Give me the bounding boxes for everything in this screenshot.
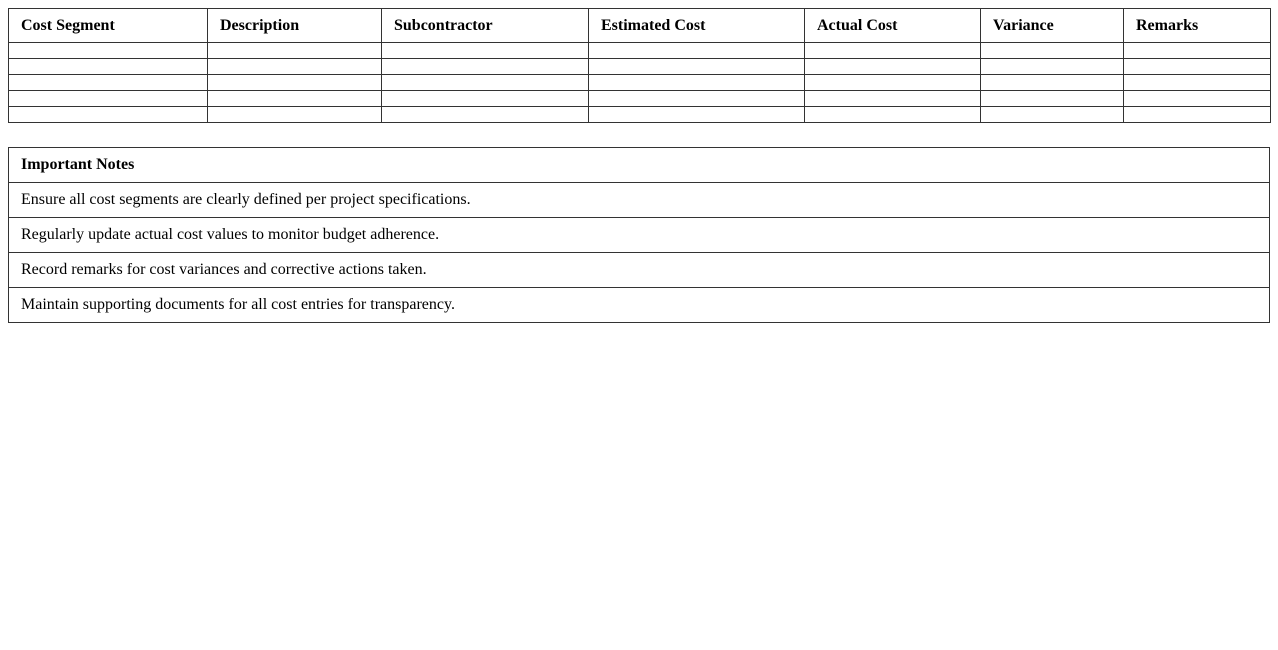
cell-description[interactable] <box>208 75 382 91</box>
cell-remarks[interactable] <box>1124 75 1271 91</box>
table-row <box>9 75 1271 91</box>
note-text: Record remarks for cost variances and corrective actions taken. <box>9 253 1270 288</box>
cell-subcontractor[interactable] <box>382 91 589 107</box>
note-row <box>9 218 1270 253</box>
cell-estimated-cost[interactable] <box>589 107 805 123</box>
header-subcontractor: Subcontractor <box>382 9 589 43</box>
cell-actual-cost[interactable] <box>805 91 981 107</box>
cell-estimated-cost[interactable] <box>589 59 805 75</box>
cell-variance[interactable] <box>981 107 1124 123</box>
cell-remarks[interactable] <box>1124 43 1271 59</box>
table-header-row <box>9 9 1271 43</box>
header-variance: Variance <box>981 9 1124 43</box>
cell-remarks[interactable] <box>1124 91 1271 107</box>
cell-estimated-cost[interactable] <box>589 75 805 91</box>
cell-subcontractor[interactable] <box>382 59 589 75</box>
cell-actual-cost[interactable] <box>805 43 981 59</box>
cell-cost-segment[interactable] <box>9 43 208 59</box>
note-row <box>9 253 1270 288</box>
cell-variance[interactable] <box>981 75 1124 91</box>
cell-description[interactable] <box>208 91 382 107</box>
table-row <box>9 43 1271 59</box>
note-text: Regularly update actual cost values to monitor budget adherence. <box>9 218 1270 253</box>
cell-actual-cost[interactable] <box>805 75 981 91</box>
cell-description[interactable] <box>208 43 382 59</box>
cell-actual-cost[interactable] <box>805 59 981 75</box>
cell-variance[interactable] <box>981 59 1124 75</box>
table-row <box>9 59 1271 75</box>
cell-actual-cost[interactable] <box>805 107 981 123</box>
header-estimated-cost: Estimated Cost <box>589 9 805 43</box>
header-actual-cost: Actual Cost <box>805 9 981 43</box>
cell-variance[interactable] <box>981 43 1124 59</box>
cell-description[interactable] <box>208 107 382 123</box>
cell-cost-segment[interactable] <box>9 107 208 123</box>
cell-variance[interactable] <box>981 91 1124 107</box>
note-text: Ensure all cost segments are clearly defined per project specifications. <box>9 183 1270 218</box>
note-row <box>9 288 1270 323</box>
note-text: Maintain supporting documents for all cost entries for transparency. <box>9 288 1270 323</box>
cell-subcontractor[interactable] <box>382 107 589 123</box>
table-row <box>9 107 1271 123</box>
notes-header-row <box>9 148 1270 183</box>
note-row <box>9 183 1270 218</box>
cell-remarks[interactable] <box>1124 59 1271 75</box>
cell-description[interactable] <box>208 59 382 75</box>
cell-subcontractor[interactable] <box>382 75 589 91</box>
important-notes-table <box>8 147 1270 323</box>
cell-estimated-cost[interactable] <box>589 91 805 107</box>
table-row <box>9 91 1271 107</box>
cell-cost-segment[interactable] <box>9 59 208 75</box>
header-cost-segment: Cost Segment <box>9 9 208 43</box>
header-remarks: Remarks <box>1124 9 1271 43</box>
cost-table <box>8 8 1271 123</box>
cell-remarks[interactable] <box>1124 107 1271 123</box>
header-description: Description <box>208 9 382 43</box>
cell-estimated-cost[interactable] <box>589 43 805 59</box>
notes-title: Important Notes <box>9 148 1270 183</box>
cell-cost-segment[interactable] <box>9 91 208 107</box>
cell-subcontractor[interactable] <box>382 43 589 59</box>
cell-cost-segment[interactable] <box>9 75 208 91</box>
